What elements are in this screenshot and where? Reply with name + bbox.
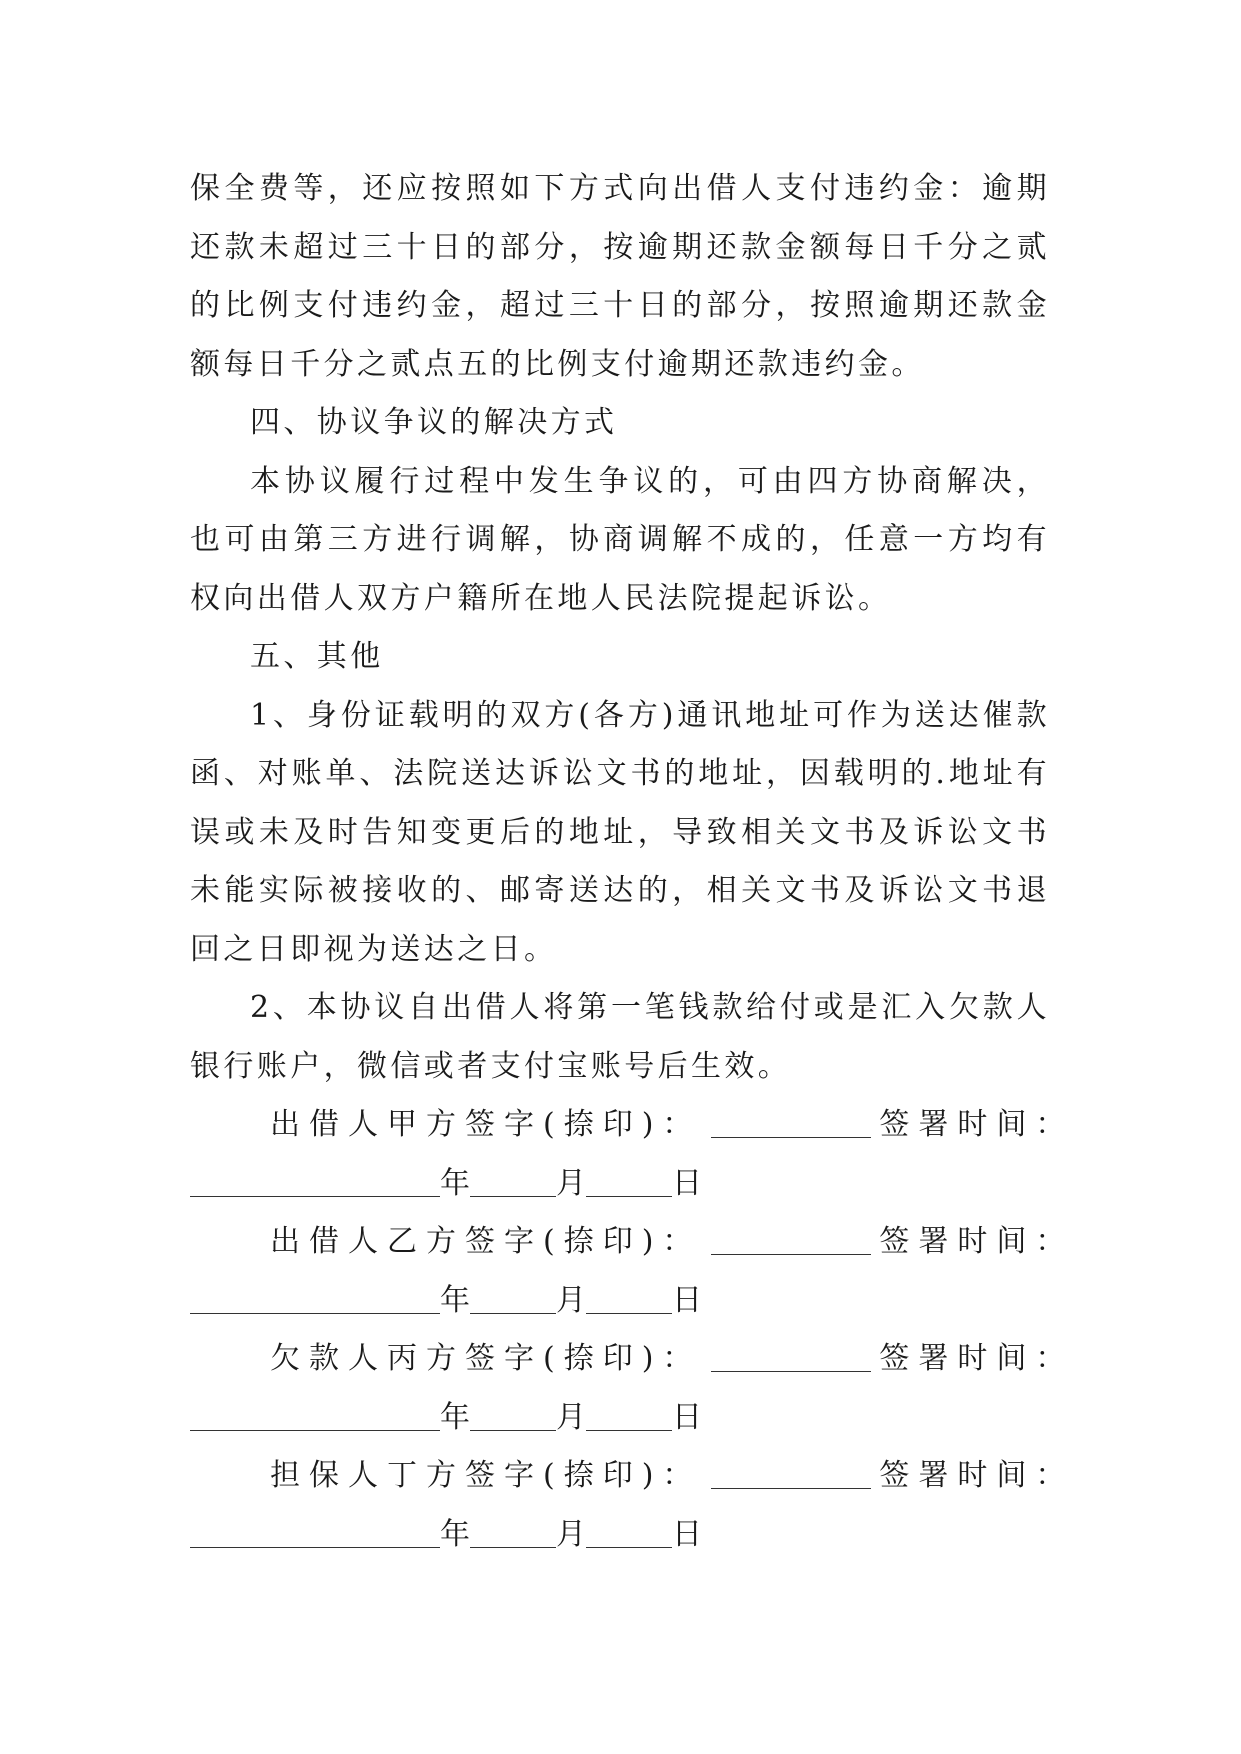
sign-time-label: 签署时间： [879, 1341, 1075, 1376]
day-label: 日 [672, 1282, 702, 1318]
month-blank[interactable] [470, 1283, 556, 1314]
date-line-party-d [190, 1506, 1050, 1565]
document-body [190, 160, 1050, 1096]
document-page [190, 160, 1075, 1564]
section-heading-dispute: 四、协议争议的解决方式 [250, 405, 618, 440]
day-label: 日 [672, 1165, 702, 1201]
year-label: 年 [440, 1516, 470, 1552]
party-b-signature-blank[interactable] [711, 1224, 871, 1255]
month-label: 月 [556, 1399, 586, 1435]
signature-line-party-b [190, 1213, 1075, 1272]
paragraph-penalty: 保全费等，还应按照如下方式向出借人支付违约金：逾期还款未超过三十日的部分，按逾期还款金额每日千分之贰的比例支付违约金，超过三十日的部分，按照逾期还款金额每日千分之贰点五的比例支付逾期还款违约金。 [190, 171, 1050, 382]
date-line-party-b [190, 1272, 1050, 1331]
date-line-party-c [190, 1389, 1050, 1448]
year-blank[interactable] [190, 1166, 440, 1197]
day-blank[interactable] [586, 1283, 672, 1314]
month-label: 月 [556, 1165, 586, 1201]
section-heading-other: 五、其他 [250, 639, 384, 674]
sign-time-label: 签署时间： [879, 1458, 1075, 1493]
day-blank[interactable] [586, 1166, 672, 1197]
party-d-signature-blank[interactable] [711, 1458, 871, 1489]
day-label: 日 [672, 1399, 702, 1435]
month-blank[interactable] [470, 1517, 556, 1548]
month-label: 月 [556, 1516, 586, 1552]
party-c-signature-blank[interactable] [711, 1341, 871, 1372]
day-blank[interactable] [586, 1400, 672, 1431]
day-label: 日 [672, 1516, 702, 1552]
party-a-signature-blank[interactable] [711, 1107, 871, 1138]
sign-time-label: 签署时间： [879, 1107, 1075, 1142]
paragraph-effective: 2、本协议自出借人将第一笔钱款给付或是汇入欠款人银行账户，微信或者支付宝账号后生效。 [190, 990, 1050, 1084]
year-blank[interactable] [190, 1517, 440, 1548]
signature-block [190, 1096, 1075, 1564]
year-label: 年 [440, 1399, 470, 1435]
month-blank[interactable] [470, 1400, 556, 1431]
party-c-label: 欠款人丙方签字(捺印)： [270, 1341, 702, 1376]
party-a-label: 出借人甲方签字(捺印)： [270, 1107, 702, 1142]
signature-line-party-d [190, 1447, 1075, 1506]
year-label: 年 [440, 1165, 470, 1201]
year-blank[interactable] [190, 1283, 440, 1314]
signature-line-party-c [190, 1330, 1075, 1389]
year-label: 年 [440, 1282, 470, 1318]
paragraph-address: 1、身份证载明的双方(各方)通讯地址可作为送达催款函、对账单、法院送达诉讼文书的地址，因载明的.地址有误或未及时告知变更后的地址，导致相关文书及诉讼文书未能实际被接收的、邮寄送达的，相关文书及诉讼文书退回之日即视为送达之日。 [190, 697, 1050, 967]
party-b-label: 出借人乙方签字(捺印)： [270, 1224, 702, 1259]
signature-line-party-a [190, 1096, 1075, 1155]
sign-time-label: 签署时间： [879, 1224, 1075, 1259]
month-blank[interactable] [470, 1166, 556, 1197]
year-blank[interactable] [190, 1400, 440, 1431]
month-label: 月 [556, 1282, 586, 1318]
paragraph-dispute: 本协议履行过程中发生争议的，可由四方协商解决，也可由第三方进行调解，协商调解不成的，任意一方均有权向出借人双方户籍所在地人民法院提起诉讼。 [190, 463, 1050, 616]
date-line-party-a [190, 1155, 1050, 1214]
day-blank[interactable] [586, 1517, 672, 1548]
party-d-label: 担保人丁方签字(捺印)： [270, 1458, 702, 1493]
